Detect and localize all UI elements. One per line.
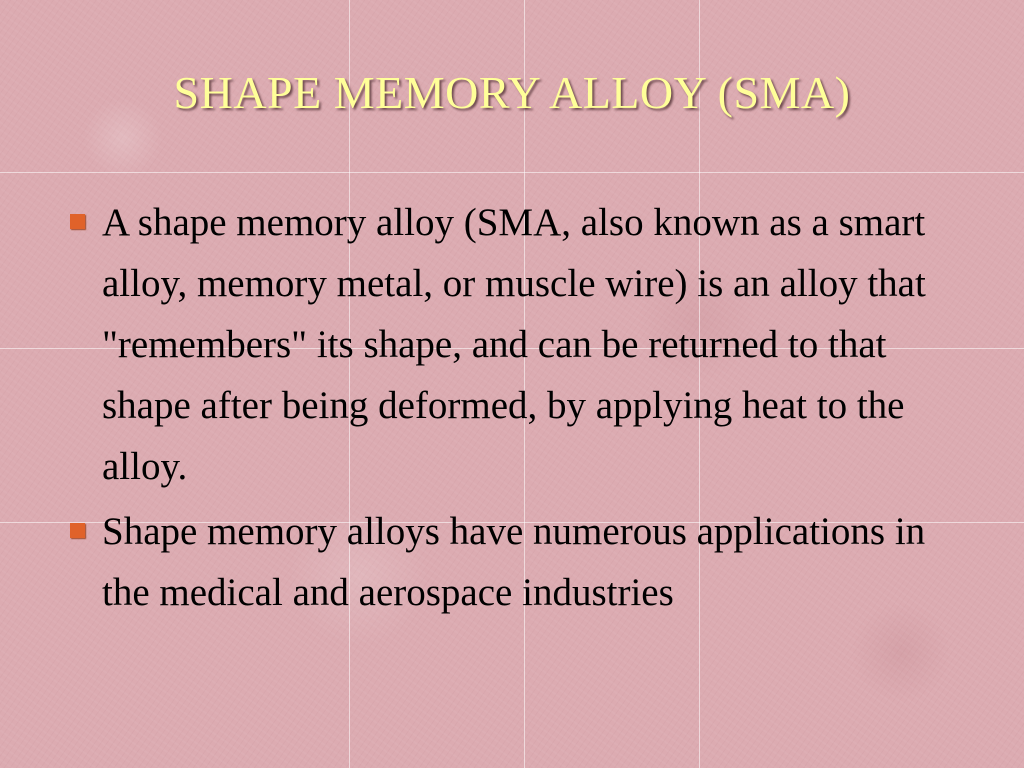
bullet-item [64,192,944,497]
square-bullet-icon [70,214,85,229]
bullet-text: Shape memory alloys have numerous applications in the medical and aerospace industries [102,510,926,614]
slide-title: SHAPE MEMORY ALLOY (SMA) [173,67,851,118]
bullet-item [64,501,944,623]
square-bullet-icon [70,523,85,538]
grid-line [0,172,1024,173]
bullet-text: A shape memory alloy (SMA, also known as a smart alloy, memory metal, or muscle wire) is an alloy that "remembers" its shape, and can be returned to that shape after being deformed, by applying heat to the alloy. [102,201,926,488]
bullet-list [64,192,944,627]
